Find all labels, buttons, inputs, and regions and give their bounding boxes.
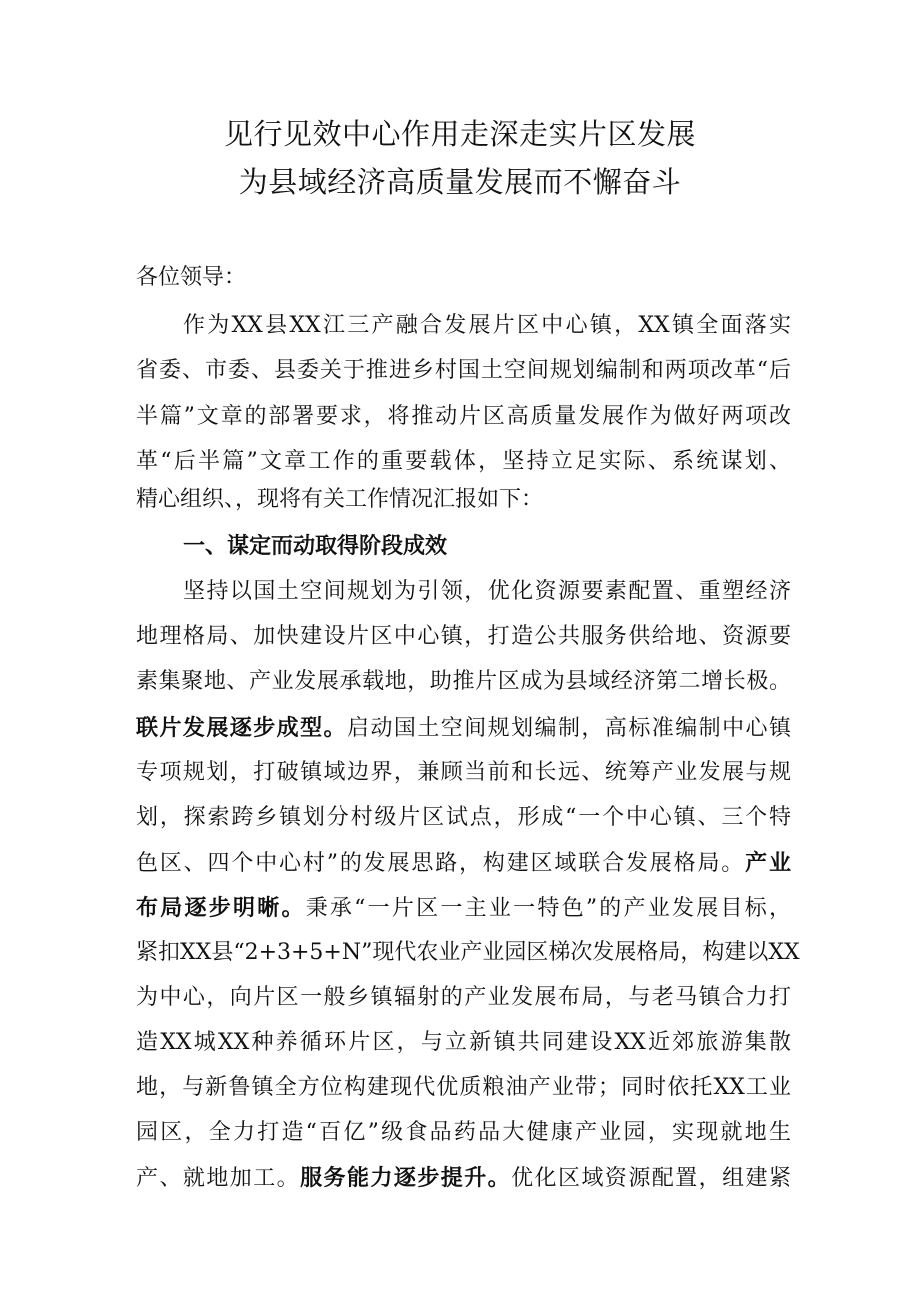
body-line: 地理格局、加快建设片区中心镇，打造公共服务供给地、资源要 (136, 624, 791, 649)
body-line: 地，与新鲁镇全方位构建现代优质粮油产业带；同时依托XX工业 (136, 1075, 791, 1100)
intro-line: 半篇”文章的部署要求，将推动片区高质量发展作为做好两项改 (136, 404, 791, 429)
section-heading: 一、谋定而动取得阶段成效 (183, 533, 448, 559)
bold-phrase: 产业 (745, 850, 791, 876)
body-text: 秉承“一片区一主业一特色”的产业发展目标， (305, 896, 791, 921)
body-line (136, 712, 791, 745)
bold-phrase: 联片发展逐步成型。 (136, 715, 347, 741)
body-line: 划，探索跨乡镇划分村级片区试点，形成“一个中心镇、三个特 (136, 805, 791, 830)
intro-line: 革“后半篇”文章工作的重要载体，坚持立足实际、系统谋划、 (136, 449, 791, 474)
body-line: 坚持以国土空间规划为引领，优化资源要素配置、重塑经济 (183, 579, 791, 604)
body-line: 为中心，向片区一般乡镇辐射的产业发展布局，与老马镇合力打 (136, 985, 791, 1010)
body-line (136, 847, 791, 880)
intro-line: 作为XX县XX江三产融合发展片区中心镇，XX镇全面落实 (183, 313, 791, 338)
intro-line: 精心组织、，现将有关工作情况汇报如下： (136, 487, 544, 512)
body-text: 产、就地加工。 (136, 1166, 301, 1191)
document-title-line-2: 为县域经济高质量发展而不懈奋斗 (238, 165, 682, 199)
body-line: 素集聚地、产业发展承载地，助推片区成为县域经济第二增长极。 (136, 669, 791, 694)
document-title-line-1: 见行见效中心作用走深走实片区发展 (223, 117, 696, 151)
salutation: 各位领导： (136, 265, 247, 290)
bold-phrase: 服务能力逐步提升。 (300, 1165, 512, 1191)
body-text: 优化区域资源配置，组建紧 (511, 1166, 791, 1191)
body-line: 园区，全力打造“百亿”级食品药品大健康产业园，实现就地生 (136, 1120, 791, 1145)
body-line: 造XX城XX种养循环片区，与立新镇共同建设XX近郊旅游集散 (136, 1030, 791, 1055)
body-line: 紧扣XX县“2+3+5+N”现代农业产业园区梯次发展格局，构建以XX (136, 940, 800, 965)
body-text: 色区、四个中心村”的发展思路，构建区域联合发展格局。 (136, 851, 746, 876)
body-line: 专项规划，打破镇域边界，兼顾当前和长远、统筹产业发展与规 (136, 760, 791, 785)
intro-line: 省委、市委、县委关于推进乡村国土空间规划编制和两项改革“后 (136, 358, 791, 383)
body-line (136, 1162, 791, 1195)
bold-phrase: 布局逐步明晰。 (136, 895, 306, 921)
body-text: 启动国土空间规划编制，高标准编制中心镇 (347, 716, 791, 741)
body-line (136, 892, 791, 925)
